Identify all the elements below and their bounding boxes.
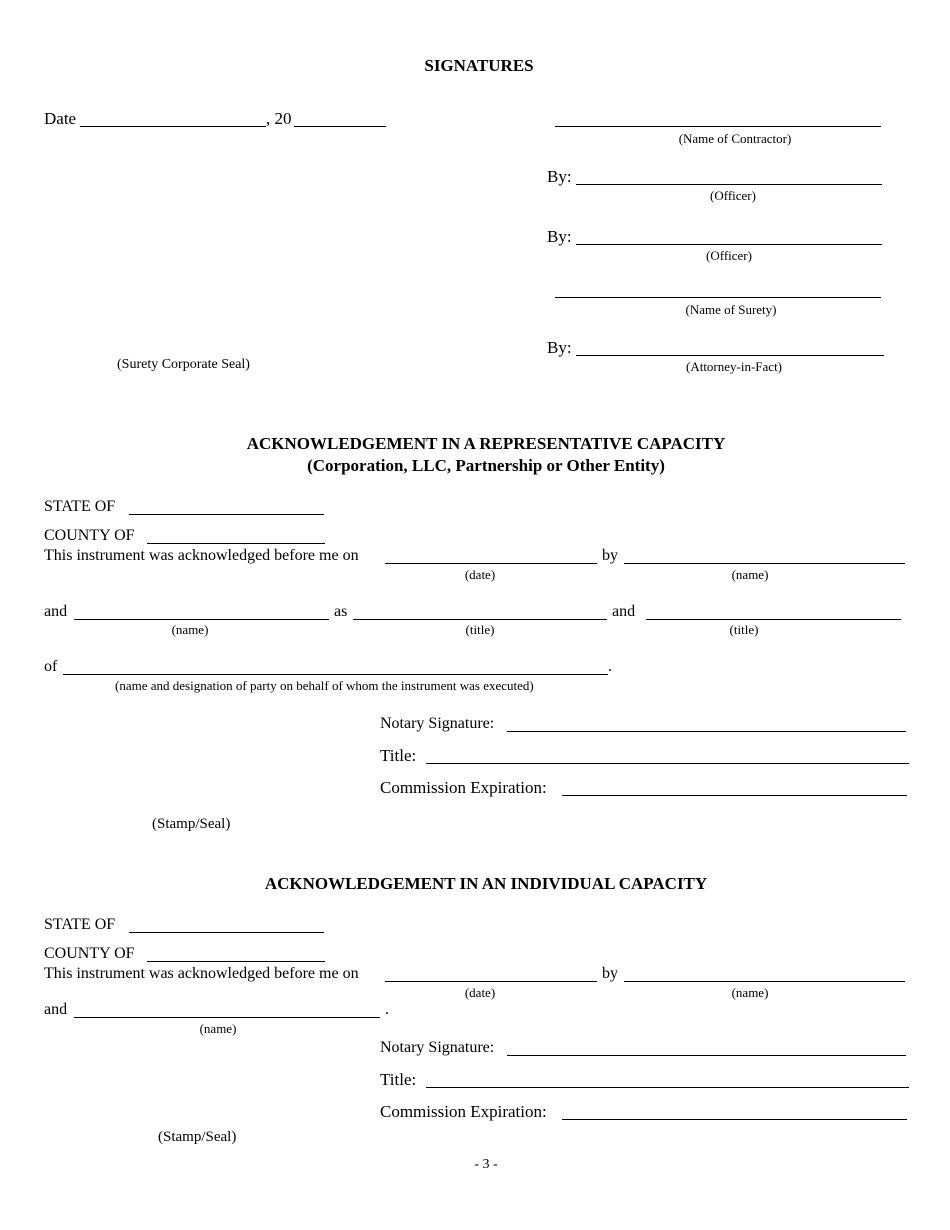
- ind-title-label: Title:: [380, 1070, 417, 1089]
- ind-name-2-caption: (name): [199, 1021, 237, 1036]
- rep-title-label: Title:: [380, 746, 417, 765]
- year-prefix: , 20: [266, 109, 292, 128]
- ind-county-line[interactable]: [147, 961, 325, 962]
- rep-party-period: .: [608, 658, 612, 675]
- rep-party-caption: (name and designation of party on behalf of whom the instrument was executed): [115, 678, 534, 693]
- rep-name-caption: (name): [731, 567, 769, 582]
- attorney-line[interactable]: [576, 355, 884, 356]
- date-label: Date: [44, 109, 77, 128]
- ind-date-caption: (date): [464, 985, 496, 1000]
- rep-state-line[interactable]: [129, 514, 324, 515]
- ind-commission-line[interactable]: [562, 1119, 907, 1120]
- ind-period: .: [385, 1001, 389, 1018]
- rep-commission-label: Commission Expiration:: [380, 778, 547, 797]
- by-label-officer-1: By:: [547, 167, 572, 186]
- rep-as-word: as: [334, 603, 348, 620]
- date-line[interactable]: [80, 126, 266, 127]
- contractor-name-line[interactable]: [555, 126, 881, 127]
- ind-name-2-line[interactable]: [74, 1017, 380, 1018]
- signatures-title: SIGNATURES: [424, 56, 534, 75]
- ind-name-caption: (name): [731, 985, 769, 1000]
- officer-2-caption: (Officer): [706, 248, 752, 263]
- surety-caption: (Name of Surety): [685, 302, 777, 317]
- officer-1-line[interactable]: [576, 184, 882, 185]
- by-label-attorney: By:: [547, 338, 572, 357]
- rep-name-2-caption: (name): [171, 622, 209, 637]
- attorney-caption: (Attorney-in-Fact): [685, 359, 783, 374]
- rep-county-line[interactable]: [147, 543, 325, 544]
- rep-name-2-line[interactable]: [74, 619, 329, 620]
- rep-date-caption: (date): [464, 567, 496, 582]
- rep-title-2-line[interactable]: [646, 619, 901, 620]
- rep-by-word: by: [602, 547, 618, 564]
- rep-title-1-caption: (title): [465, 622, 495, 637]
- rep-ack-title: ACKNOWLEDGEMENT IN A REPRESENTATIVE CAPACITY: [246, 434, 726, 453]
- rep-stamp-caption: (Stamp/Seal): [152, 816, 231, 832]
- ind-by-word: by: [602, 965, 618, 982]
- rep-title-1-line[interactable]: [353, 619, 607, 620]
- ind-name-line[interactable]: [624, 981, 905, 982]
- officer-2-line[interactable]: [576, 244, 882, 245]
- rep-of-word: of: [44, 658, 58, 675]
- ind-notary-line[interactable]: [507, 1055, 906, 1056]
- ind-date-line[interactable]: [385, 981, 597, 982]
- rep-name-line[interactable]: [624, 563, 905, 564]
- rep-title-2-caption: (title): [729, 622, 759, 637]
- rep-county-label: COUNTY OF: [44, 527, 135, 544]
- ind-county-label: COUNTY OF: [44, 945, 135, 962]
- rep-and-word-2: and: [612, 603, 636, 620]
- surety-seal-caption: (Surety Corporate Seal): [117, 357, 250, 372]
- rep-ack-subtitle: (Corporation, LLC, Partnership or Other Entity): [307, 456, 665, 475]
- ind-state-line[interactable]: [129, 932, 324, 933]
- ind-stamp-caption: (Stamp/Seal): [158, 1129, 237, 1145]
- ind-state-label: STATE OF: [44, 916, 116, 933]
- contractor-caption: (Name of Contractor): [678, 131, 792, 146]
- page-number: - 3 -: [474, 1157, 498, 1172]
- ind-instrument-text: This instrument was acknowledged before me on: [44, 965, 359, 982]
- rep-date-line[interactable]: [385, 563, 597, 564]
- rep-party-line[interactable]: [63, 674, 608, 675]
- ind-commission-label: Commission Expiration:: [380, 1102, 547, 1121]
- rep-notary-label: Notary Signature:: [380, 715, 495, 732]
- rep-commission-line[interactable]: [562, 795, 907, 796]
- ind-ack-title: ACKNOWLEDGEMENT IN AN INDIVIDUAL CAPACITY: [264, 874, 708, 893]
- ind-title-line[interactable]: [426, 1087, 909, 1088]
- rep-notary-line[interactable]: [507, 731, 906, 732]
- year-line[interactable]: [294, 126, 386, 127]
- rep-title-line[interactable]: [426, 763, 909, 764]
- rep-state-label: STATE OF: [44, 498, 116, 515]
- by-label-officer-2: By:: [547, 227, 572, 246]
- surety-name-line[interactable]: [555, 297, 881, 298]
- rep-and-word-1: and: [44, 603, 68, 620]
- ind-notary-label: Notary Signature:: [380, 1039, 495, 1056]
- rep-instrument-text: This instrument was acknowledged before me on: [44, 547, 359, 564]
- ind-and-word: and: [44, 1001, 68, 1018]
- officer-1-caption: (Officer): [710, 188, 756, 203]
